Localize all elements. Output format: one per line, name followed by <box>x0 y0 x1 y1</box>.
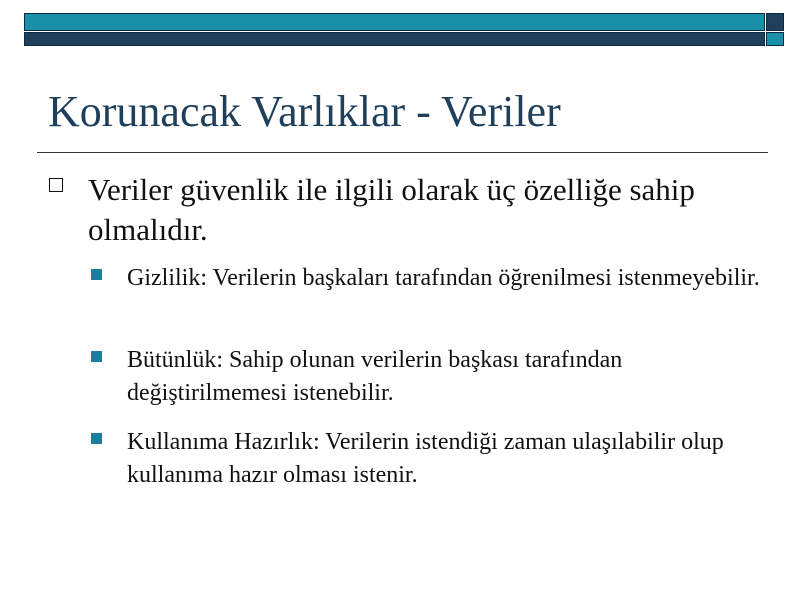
filled-square-bullet-icon <box>91 351 102 362</box>
sub-bullet-integrity: Bütünlük: Sahip olunan verilerin başkası tarafından değiştirilmemesi istenebilir. <box>127 347 623 406</box>
hollow-square-bullet-icon <box>49 178 63 192</box>
filled-square-bullet-icon <box>91 269 102 280</box>
filled-square-bullet-icon <box>91 433 102 444</box>
sub-bullet-confidentiality: Gizlilik: Verilerin başkaları tarafından öğrenilmesi istenmeyebilir. <box>127 265 760 291</box>
main-bullet-text: Veriler güvenlik ile ilgili olarak üç özelliğe sahip olmalıdır. <box>88 172 695 247</box>
slide-title: Korunacak Varlıklar - Veriler <box>48 87 561 136</box>
sub-bullet-availability: Kullanıma Hazırlık: Verilerin istendiği zaman ulaşılabilir olup kullanıma hazır olması istenir. <box>127 429 724 488</box>
